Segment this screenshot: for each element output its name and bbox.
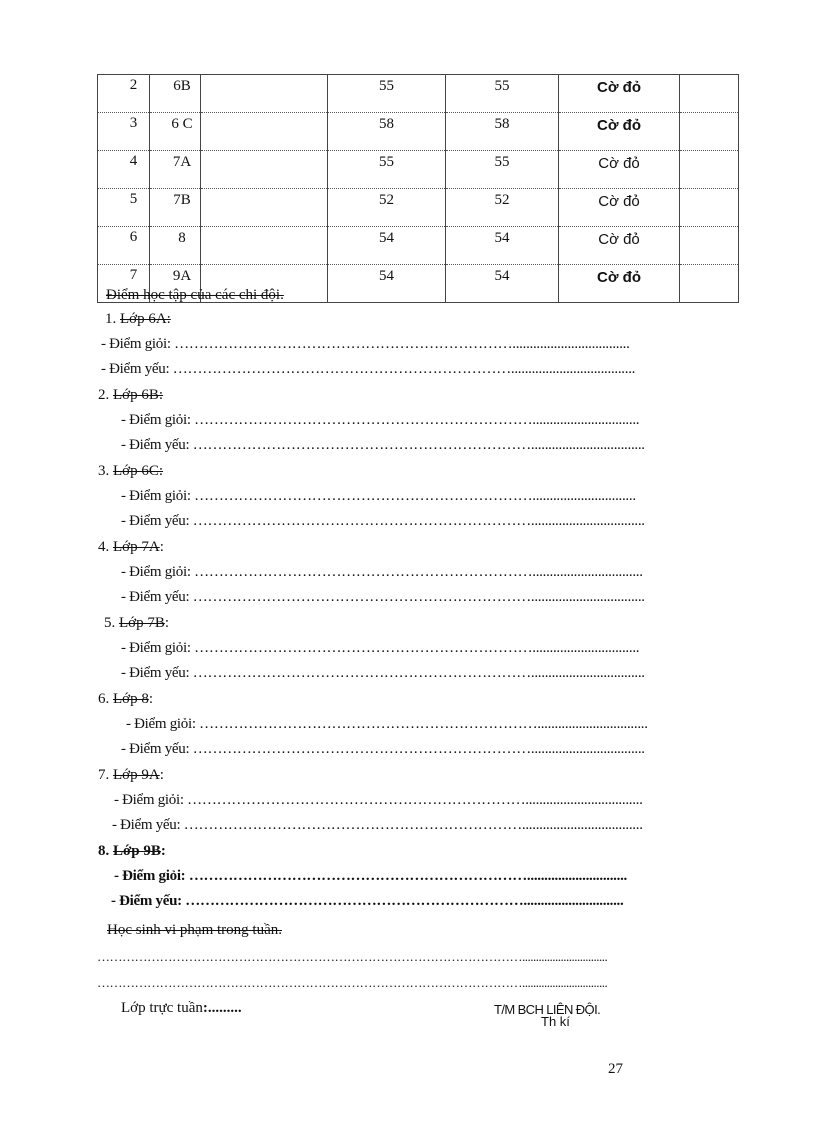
class-label [105, 311, 171, 328]
section-heading: Điểm học tập của các chi đội. [106, 287, 284, 303]
signature-org: T/M BCH LIÊN ĐỘI. [494, 1002, 601, 1017]
extra-cell [680, 113, 739, 151]
table-row [98, 151, 739, 189]
score-a: 55 [328, 75, 446, 113]
class-name: 9A [150, 265, 201, 303]
class-label-prefix: 8. [98, 843, 113, 859]
extra-cell [680, 265, 739, 303]
class-label-prefix: 2. [98, 387, 113, 403]
class-label-suffix: : [159, 767, 164, 783]
weak-score-line: - Điểm yếu: ……………………………………………………………................................... [112, 817, 643, 833]
class-label-text: Lớp 6C: [113, 463, 164, 479]
weak-score-line: - Điểm yếu: ……………………………………………………………............................. [111, 893, 624, 909]
good-score-line: - Điểm giỏi: …………………………………………………………….................................. [114, 792, 643, 808]
violations-heading: Học sinh vi phạm trong tuần. [107, 922, 282, 938]
blank-cell [201, 227, 328, 265]
weak-score-line: - Điểm yếu: ……………………………………………………………................................. [121, 589, 645, 605]
flag-status: Cờ đỏ [559, 227, 680, 265]
duty-label: Lớp trực tuần [121, 1000, 203, 1016]
class-label-prefix: 5. [104, 615, 119, 631]
good-score-line: - Điểm giỏi: …………………………………………………………….............................. [121, 488, 636, 504]
score-table-body [98, 75, 739, 303]
good-score-line: - Điểm giỏi: ……………………………………………………………............................... [121, 640, 640, 656]
class-label-suffix: : [160, 843, 166, 859]
flag-status: Cờ đỏ [559, 265, 680, 303]
score-a: 54 [328, 227, 446, 265]
blank-cell [201, 151, 328, 189]
blank-cell [201, 113, 328, 151]
score-b: 54 [446, 265, 559, 303]
score-a: 54 [328, 265, 446, 303]
class-label-text: Lớp 7B [119, 615, 165, 631]
duty-class [121, 1000, 242, 1017]
class-name: 6B [150, 75, 201, 113]
class-label-text: Lớp 9B [113, 843, 161, 859]
dotted-line-1: …………………………………………………………………………………………............................... [97, 949, 608, 964]
class-label [98, 463, 163, 480]
class-name: 7A [150, 151, 201, 189]
class-label-prefix: 6. [98, 691, 113, 707]
row-number: 5 [98, 189, 150, 227]
flag-status: Cờ đỏ [559, 189, 680, 227]
flag-status: Cờ đỏ [559, 75, 680, 113]
blank-cell [201, 75, 328, 113]
table-row [98, 75, 739, 113]
flag-status: Cờ đỏ [559, 113, 680, 151]
class-label-prefix: 7. [98, 767, 113, 783]
class-name: 7B [150, 189, 201, 227]
extra-cell [680, 227, 739, 265]
score-b: 55 [446, 75, 559, 113]
score-a: 55 [328, 151, 446, 189]
extra-cell [680, 189, 739, 227]
score-table [97, 74, 739, 303]
row-number: 3 [98, 113, 150, 151]
good-score-line: - Điểm giỏi: ……………………………………………………………................................ [121, 564, 643, 580]
class-label-prefix: 3. [98, 463, 113, 479]
row-number: 4 [98, 151, 150, 189]
class-label-suffix: : [159, 539, 164, 555]
class-label [98, 767, 164, 784]
weak-score-line: - Điểm yếu: ……………………………………………………………................................. [121, 437, 645, 453]
extra-cell [680, 75, 739, 113]
page-number: 27 [608, 1061, 623, 1077]
score-b: 58 [446, 113, 559, 151]
table-row [98, 227, 739, 265]
weak-score-line: - Điểm yếu: ……………………………………………………………................................. [121, 665, 645, 681]
score-b: 55 [446, 151, 559, 189]
good-score-line: - Điểm giỏi: …………………………………………………………….................................. [101, 336, 630, 352]
weak-score-line: - Điểm yếu: ……………………………………………………………................................. [121, 513, 645, 529]
row-number: 6 [98, 227, 150, 265]
class-label-suffix: : [164, 615, 170, 631]
good-score-line: - Điểm giỏi: ……………………………………………………………................................ [126, 716, 648, 732]
class-label [104, 615, 169, 632]
class-label-text: Lớp 7A [113, 539, 160, 555]
class-label-prefix: 4. [98, 539, 113, 555]
table-row [98, 189, 739, 227]
class-label-suffix: : [148, 691, 154, 707]
blank-cell [201, 189, 328, 227]
class-label [98, 539, 164, 556]
extra-cell [680, 151, 739, 189]
class-label-text: Lớp 6A: [120, 311, 171, 327]
class-label [98, 843, 166, 860]
duty-value: :......... [202, 1000, 242, 1016]
flag-status: Cờ đỏ [559, 151, 680, 189]
score-b: 52 [446, 189, 559, 227]
good-score-line: - Điểm giỏi: ……………………………………………………………............................. [114, 868, 627, 884]
weak-score-line: - Điểm yếu: …………………………………………………………….................................... [101, 361, 636, 377]
score-b: 54 [446, 227, 559, 265]
row-number: 2 [98, 75, 150, 113]
dotted-line-2: …………………………………………………………………………………………............................... [97, 975, 608, 990]
class-label [98, 387, 163, 404]
class-name: 8 [150, 227, 201, 265]
table-row [98, 113, 739, 151]
class-label-text: Lớp 9A [113, 767, 160, 783]
good-score-line: - Điểm giỏi: ……………………………………………………………............................... [121, 412, 640, 428]
signature-role: Th kí [541, 1014, 570, 1029]
class-label-prefix: 1. [105, 311, 120, 327]
class-label-text: Lớp 6B: [113, 387, 164, 403]
score-a: 58 [328, 113, 446, 151]
row-number: 7 [98, 265, 150, 303]
class-label [98, 691, 153, 708]
weak-score-line: - Điểm yếu: ……………………………………………………………................................. [121, 741, 645, 757]
class-name: 6 C [150, 113, 201, 151]
class-label-text: Lớp 8 [113, 691, 149, 707]
score-a: 52 [328, 189, 446, 227]
